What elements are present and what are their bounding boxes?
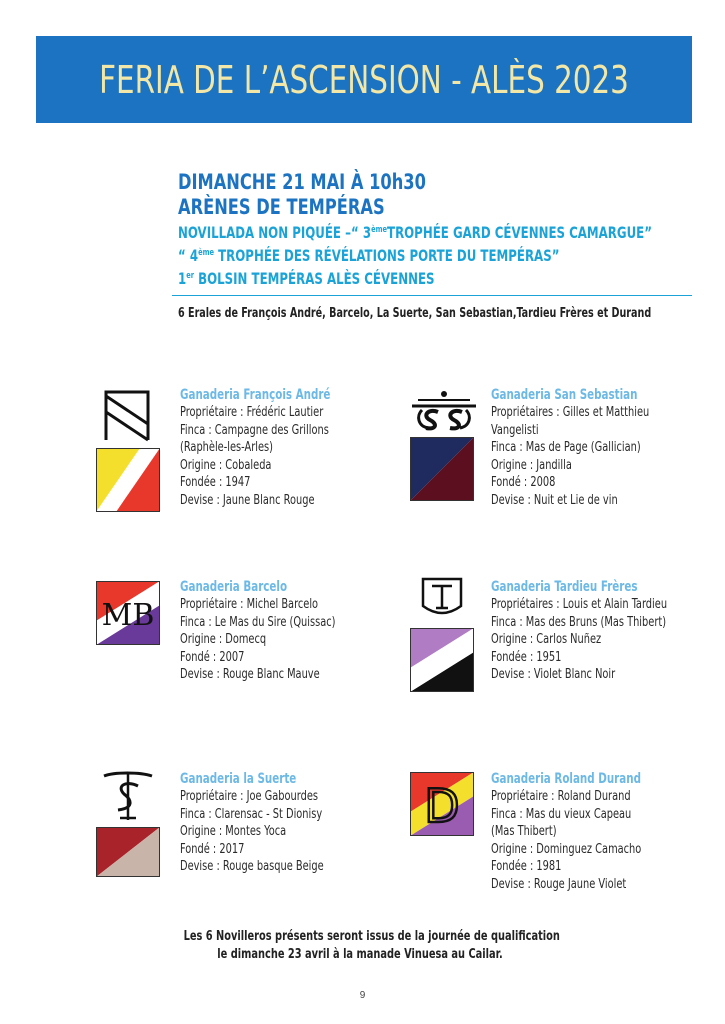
footer-line-2: le dimanche 23 avril à la manade Vinuesa au Cailar. <box>217 947 503 962</box>
page-title: FERIA DE L’ASCENSION - ALÈS 2023 <box>99 57 629 102</box>
ganaderia-la-suerte <box>180 770 420 876</box>
barcelo-colors <box>96 581 160 645</box>
info-line: Vangelisti <box>491 422 539 438</box>
francois-andre-brand-icon <box>100 388 156 444</box>
event-date: DIMANCHE 21 MAI À 10h30 <box>178 170 426 194</box>
info-line: (Raphèle-les-Arles) <box>180 440 273 456</box>
ganaderia-title: Ganaderia la Suerte <box>180 771 297 787</box>
ganaderia-title: Ganaderia San Sebastian <box>491 387 638 403</box>
info-line: Finca : Mas de Page (Gallician) <box>491 440 641 456</box>
info-line: (Mas Thibert) <box>491 824 557 840</box>
erales-text: 6 Erales de François André, Barcelo, La Suerte, San Sebastian,Tardieu Frères et Durand <box>178 306 652 321</box>
info-line: Devise : Violet Blanc Noir <box>491 667 616 683</box>
tardieu-colors <box>410 628 474 692</box>
info-line: Propriétaire : Frédéric Lautier <box>180 405 324 420</box>
ganaderia-title: Ganaderia Roland Durand <box>491 771 642 787</box>
durand-colors <box>410 772 474 836</box>
info-line: Propriétaire : Roland Durand <box>491 789 631 804</box>
info-line: Propriétaires : Louis et Alain Tardieu <box>491 597 668 612</box>
ganaderia-title: Ganaderia Barcelo <box>180 579 288 595</box>
info-line: Fondé : 2017 <box>180 841 245 857</box>
ganaderia-durand <box>491 770 725 894</box>
page-number: 9 <box>359 990 366 1001</box>
info-line: Origine : Montes Yoca <box>180 824 287 840</box>
tardieu-brand-icon <box>420 576 464 620</box>
info-line: Propriétaires : Gilles et Matthieu <box>491 405 650 420</box>
info-line: Devise : Jaune Blanc Rouge <box>180 492 315 508</box>
divider <box>172 295 692 296</box>
francois-andre-colors <box>96 448 160 512</box>
barcelo-brand-icon: MB <box>101 598 155 633</box>
info-line: Finca : Le Mas du Sire (Quissac) <box>180 614 336 630</box>
info-line: Finca : Campagne des Grillons <box>180 422 329 438</box>
ganaderia-francois-andre <box>180 386 420 510</box>
header-banner <box>36 36 692 123</box>
info-line: Origine : Jandilla <box>491 457 572 473</box>
info-line: Finca : Mas du vieux Capeau <box>491 806 632 822</box>
info-line: Fondée : 1947 <box>180 475 251 491</box>
ganaderia-title: Ganaderia Tardieu Frères <box>491 579 638 595</box>
event-venue: ARÈNES DE TEMPÉRAS <box>178 195 385 219</box>
info-line: Origine : Domecq <box>180 632 267 648</box>
info-line: Finca : Mas des Bruns (Mas Thibert) <box>491 614 667 630</box>
event-heading <box>178 170 693 289</box>
info-line: Propriétaire : Michel Barcelo <box>180 597 319 612</box>
ganaderia-barcelo <box>180 578 420 684</box>
info-line: Devise : Nuit et Lie de vin <box>491 492 618 508</box>
san-sebastian-brand-icon <box>408 386 480 432</box>
la-suerte-colors <box>96 827 160 877</box>
info-line: Fondée : 1951 <box>491 649 562 665</box>
info-line: Devise : Rouge Jaune Violet <box>491 876 627 892</box>
info-line: Fondée : 1981 <box>491 859 562 875</box>
info-line: Devise : Rouge basque Beige <box>180 859 324 875</box>
info-line: Fondé : 2008 <box>491 475 556 491</box>
san-sebastian-colors <box>410 437 474 501</box>
info-line: Origine : Dominguez Camacho <box>491 841 642 857</box>
info-line: Origine : Cobaleda <box>180 457 272 473</box>
la-suerte-brand-icon <box>100 770 156 822</box>
ganaderia-san-sebastian <box>491 386 725 510</box>
info-line: Origine : Carlos Nuñez <box>491 632 602 648</box>
info-line: Propriétaire : Joe Gabourdes <box>180 789 319 804</box>
qualification-note <box>150 928 570 964</box>
info-line: Fondé : 2007 <box>180 649 245 665</box>
event-line-5: 1er BOLSIN TEMPÉRAS ALÈS CÉVENNES <box>178 269 435 288</box>
ganaderia-title: Ganaderia François André <box>180 387 331 403</box>
event-line-3: NOVILLADA NON PIQUÉE –“ 3èmeTROPHÉE GARD CÉVENNES CAMARGUE” <box>178 223 652 242</box>
info-line: Devise : Rouge Blanc Mauve <box>180 667 320 683</box>
event-line-4: “ 4ème TROPHÉE DES RÉVÉLATIONS PORTE DU TEMPÉRAS” <box>178 246 560 265</box>
durand-brand-icon: D <box>424 779 460 833</box>
ganaderia-tardieu <box>491 578 725 684</box>
info-line: Finca : Clarensac - St Dionisy <box>180 806 323 822</box>
footer-line-1: Les 6 Novilleros présents seront issus de la journée de qualification <box>183 929 560 944</box>
